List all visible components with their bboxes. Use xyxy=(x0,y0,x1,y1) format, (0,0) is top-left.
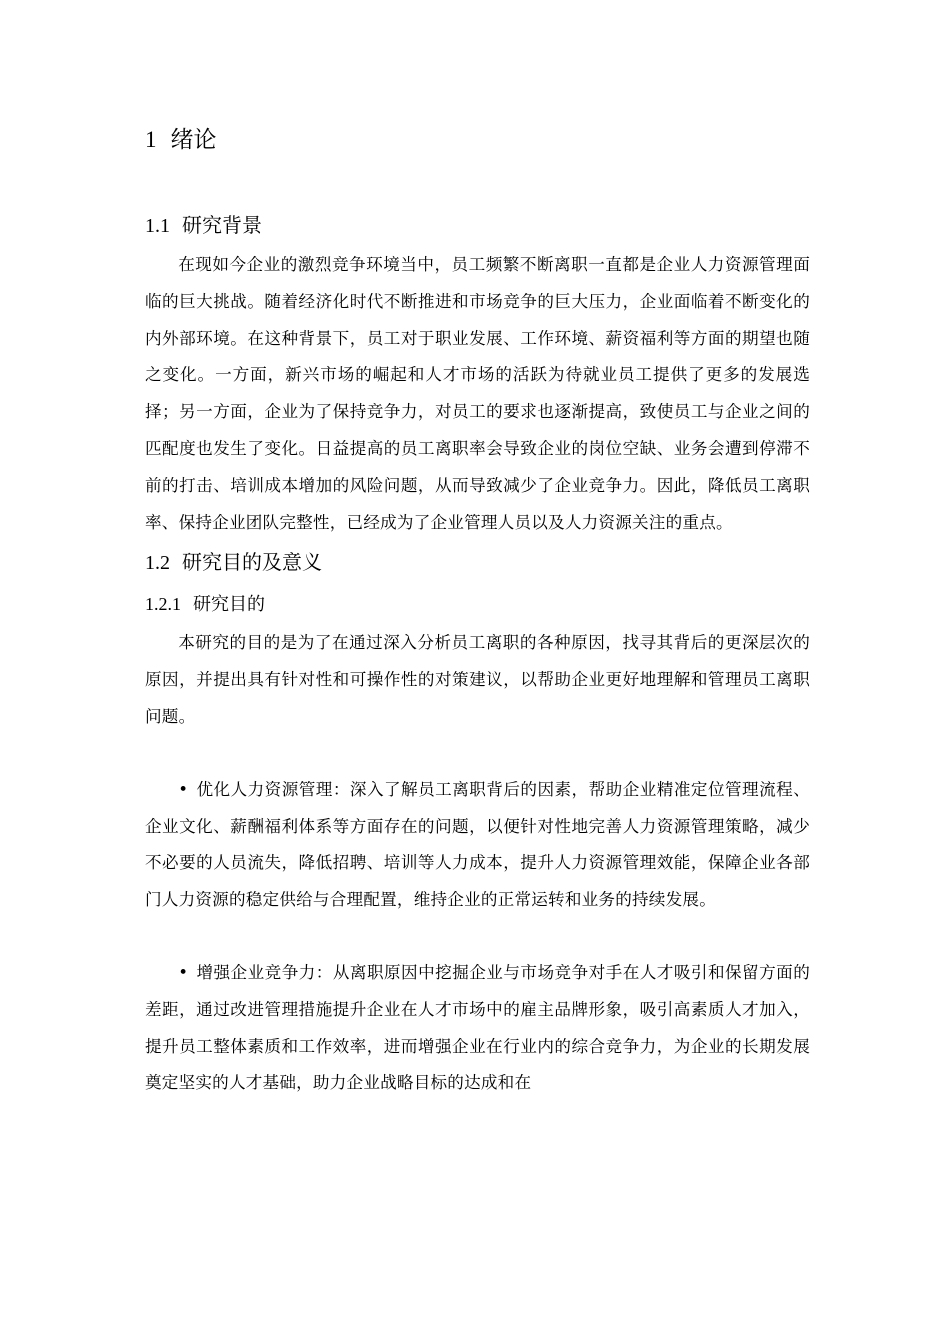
paragraph-spacer xyxy=(145,736,810,772)
bullet-text: 增强企业竞争力：从离职原因中挖掘企业与市场竞争对手在人才吸引和保留方面的差距，通过改进管理措施提升企业在人才市场中的雇主品牌形象，吸引高素质人才加入，提升员工整体素质和工作效率，进而增强企业在行业内的综合竞争力，为企业的长期发展奠定坚实的人才基础，助力企业战略目标的达成和在 xyxy=(145,962,810,1093)
section-title: 研究目的及意义 xyxy=(182,550,322,575)
subsection-title: 研究目的 xyxy=(193,594,265,616)
section-heading-1-1 xyxy=(145,204,810,247)
chapter-title: 绪论 xyxy=(170,127,217,153)
section-number: 1.1 xyxy=(145,215,170,237)
document-body xyxy=(145,120,810,1102)
section-title: 研究背景 xyxy=(182,213,262,237)
section-heading-1-2 xyxy=(145,541,810,584)
bullet-item xyxy=(145,955,810,1102)
bullet-icon: • xyxy=(178,962,189,982)
section-number: 1.2 xyxy=(145,552,170,575)
chapter-number: 1 xyxy=(145,127,157,152)
subsection-number: 1.2.1 xyxy=(145,594,181,615)
purpose-paragraph: 本研究的目的是为了在通过深入分析员工离职的各种原因，找寻其背后的更深层次的原因，并提出具有针对性和可操作性的对策建议，以帮助企业更好地理解和管理员工离职问题。 xyxy=(145,633,810,726)
subsection-heading-1-2-1 xyxy=(145,584,810,625)
paragraph-spacer xyxy=(145,919,810,955)
bullet-text: 优化人力资源管理：深入了解员工离职背后的因素，帮助企业精准定位管理流程、企业文化、薪酬福利体系等方面存在的问题，以便针对性地完善人力资源管理策略，减少不必要的人员流失，降低招聘、培训等人力成本，提升人力资源管理效能，保障企业各部门人力资源的稳定供给与合理配置，维持企业的正常运转和业务的持续发展。 xyxy=(145,779,810,910)
bullet-icon: • xyxy=(178,779,189,799)
chapter-heading xyxy=(145,120,810,160)
background-paragraph: 在现如今企业的激烈竞争环境当中，员工频繁不断离职一直都是企业人力资源管理面临的巨大挑战。随着经济化时代不断推进和市场竞争的巨大压力，企业面临着不断变化的内外部环境。在这种背景下，员工对于职业发展、工作环境、薪资福利等方面的期望也随之变化。一方面，新兴市场的崛起和人才市场的活跃为待就业员工提供了更多的发展选择；另一方面，企业为了保持竞争力，对员工的要求也逐渐提高，致使员工与企业之间的匹配度也发生了变化。日益提高的员工离职率会导致企业的岗位空缺、业务会遭到停滞不前的打击、培训成本增加的风险问题，从而导致减少了企业竞争力。因此，降低员工离职率、保持企业团队完整性，已经成为了企业管理人员以及人力资源关注的重点。 xyxy=(145,255,810,532)
bullet-item xyxy=(145,772,810,919)
